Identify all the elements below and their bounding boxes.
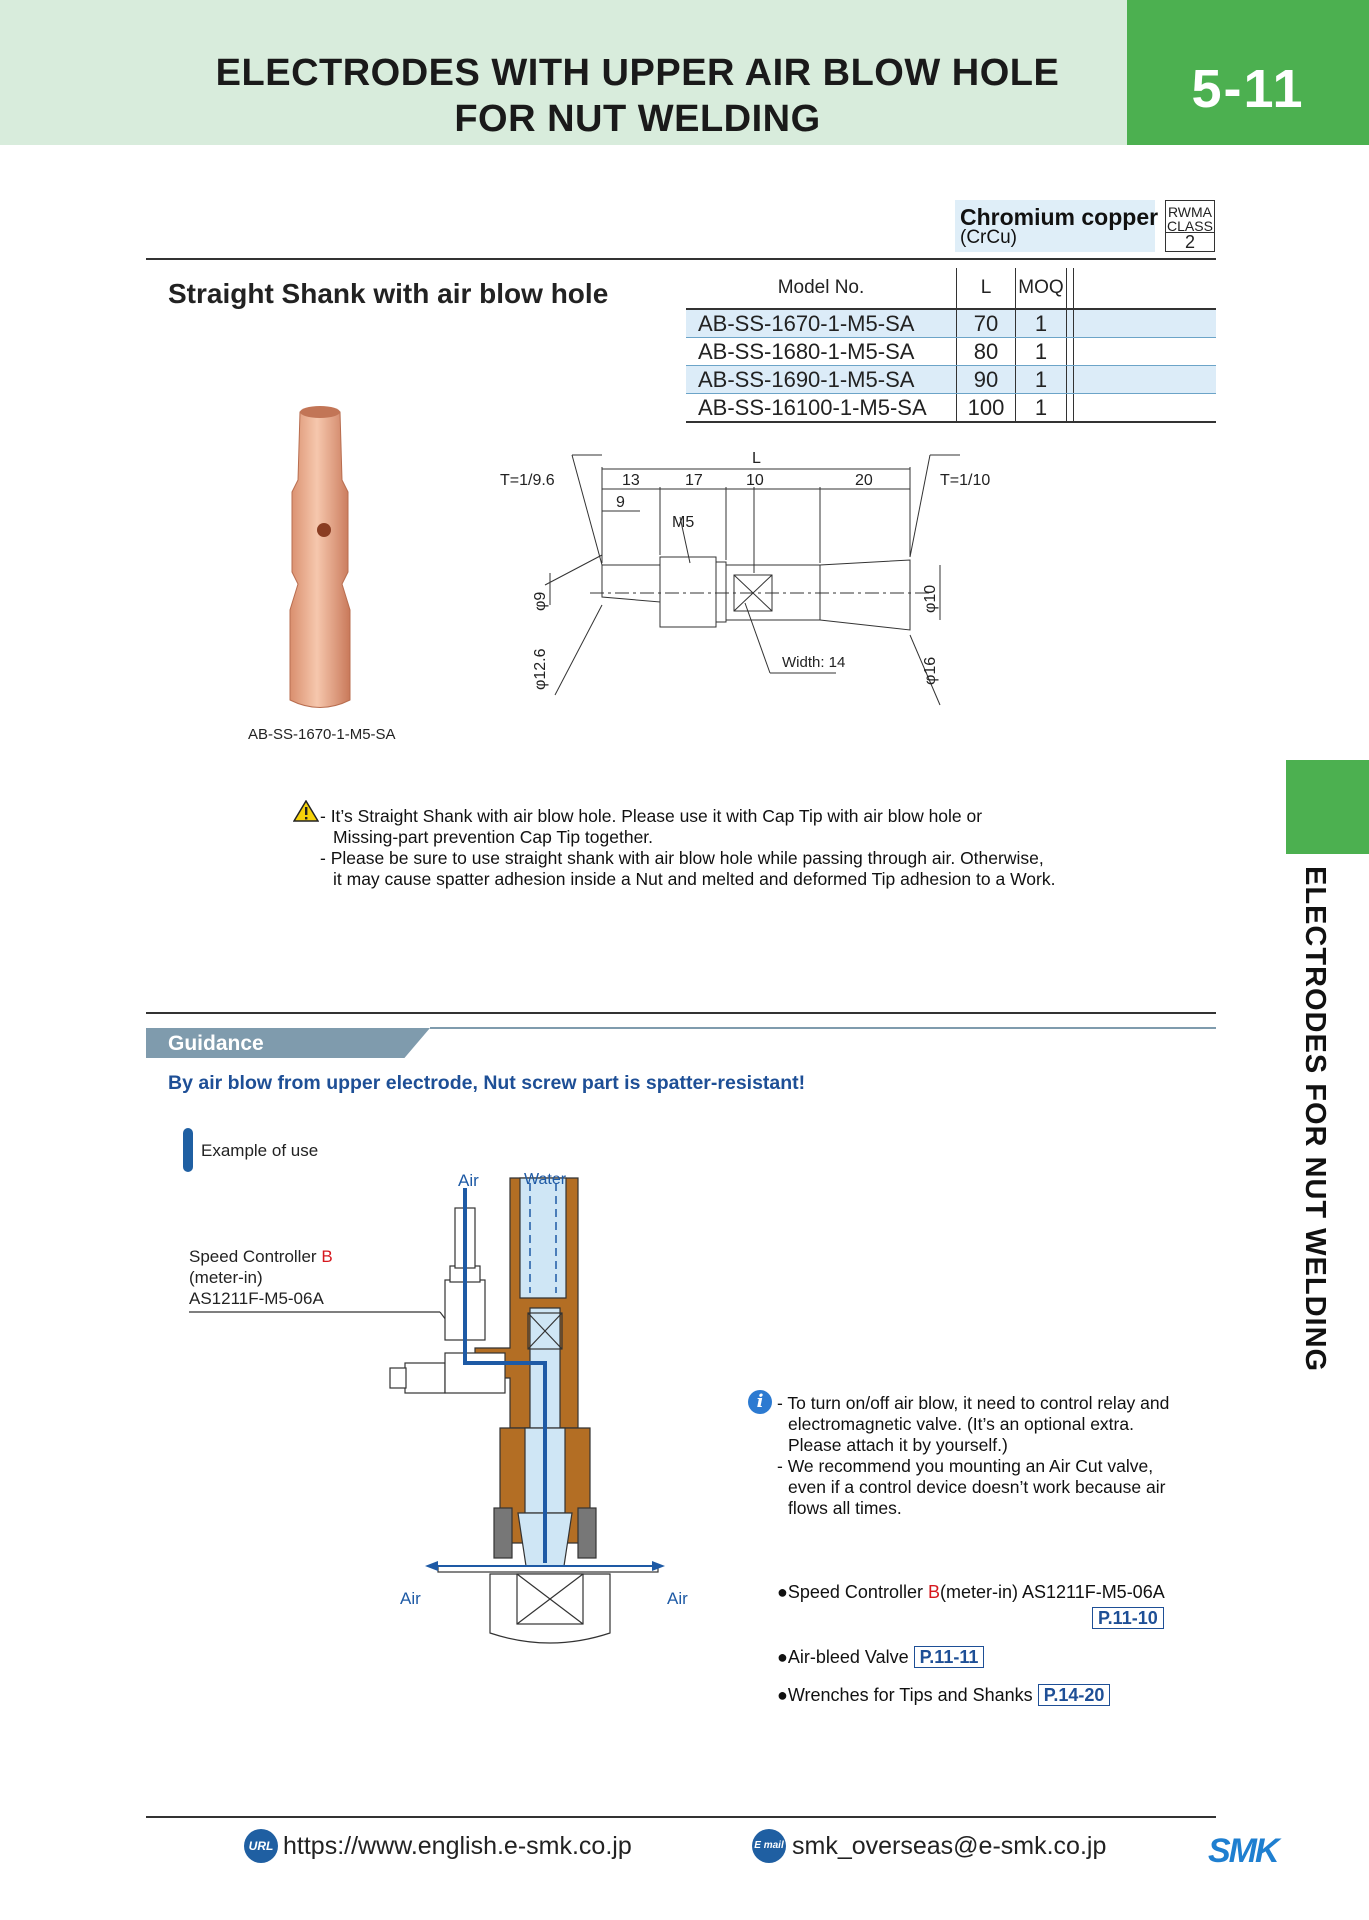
page-title: [150, 50, 1125, 142]
dim-taper-left: T=1/9.6: [500, 472, 555, 489]
dim-width: Width: 14: [782, 654, 846, 671]
ref-2-text: ●Air-bleed Valve: [777, 1647, 909, 1667]
table-row: [686, 338, 1216, 366]
guidance-headline: By air blow from upper electrode, Nut screw part is spatter-resistant!: [168, 1072, 806, 1094]
info-line-4: - We recommend you mounting an Air Cut valve,: [777, 1456, 1154, 1476]
model-cell: AB-SS-1680-1-M5-SA: [686, 338, 957, 366]
dim-phi10: φ10: [922, 584, 939, 613]
usage-illustration: [180, 1168, 720, 1728]
empty-cell: [1074, 366, 1217, 394]
model-table: [686, 268, 1216, 423]
air-top-label: Air: [458, 1171, 479, 1190]
info-icon: i: [748, 1390, 772, 1414]
empty-cell: [1067, 366, 1074, 394]
example-label: Example of use: [201, 1141, 319, 1160]
model-cell: AB-SS-1690-1-M5-SA: [686, 366, 957, 394]
example-marker: [183, 1128, 193, 1172]
title-line-1: ELECTRODES WITH UPPER AIR BLOW HOLE: [215, 52, 1060, 94]
ref-air-bleed-valve: [777, 1646, 984, 1668]
air-right-label: Air: [667, 1589, 688, 1608]
moq-cell: 1: [1016, 309, 1067, 338]
table-row: [686, 309, 1216, 338]
speed-ctl-text: Speed Controller: [189, 1247, 322, 1266]
dim-thread: M5: [672, 514, 695, 531]
header-empty-2: [1074, 268, 1217, 309]
model-cell: AB-SS-16100-1-M5-SA: [686, 394, 957, 423]
ref-1-b: B: [927, 1582, 940, 1602]
email-icon: E mail: [752, 1829, 786, 1863]
dim-17: 17: [685, 472, 703, 489]
l-cell: 70: [957, 309, 1016, 338]
empty-cell: [1074, 394, 1217, 423]
note-line-3: - Please be sure to use straight shank with air blow hole while passing through air. Otherwise,: [320, 848, 1044, 868]
ref-1-text: ●Speed Controller: [777, 1582, 928, 1602]
model-cell: AB-SS-1670-1-M5-SA: [686, 309, 957, 338]
table-row: [686, 394, 1216, 423]
dim-l: L: [752, 450, 761, 467]
speed-ctl-model: AS1211F-M5-06A: [189, 1289, 324, 1308]
moq-cell: 1: [1016, 366, 1067, 394]
title-line-2: FOR NUT WELDING: [454, 98, 821, 140]
table-header-row: [686, 268, 1216, 309]
ref-2-page[interactable]: P.11-11: [914, 1646, 985, 1668]
ref-1-tail: (meter-in) AS1211F-M5-06A: [939, 1582, 1165, 1602]
guidance-divider: [146, 1012, 1216, 1014]
ref-3-text: ●Wrenches for Tips and Shanks: [777, 1685, 1033, 1705]
warning-icon: [293, 800, 319, 822]
footer-email[interactable]: smk_overseas@e-smk.co.jp: [792, 1832, 1107, 1860]
note-line-1: - It’s Straight Shank with air blow hole. Please use it with Cap Tip with air blow hole or: [320, 806, 983, 826]
page-number: 5-11: [1191, 59, 1305, 119]
footer-url[interactable]: https://www.english.e-smk.co.jp: [283, 1832, 632, 1860]
smk-logo: SMK: [1208, 1832, 1278, 1870]
product-photo: [270, 400, 370, 720]
dim-phi9: φ9: [532, 591, 549, 611]
header-model: Model No.: [686, 268, 957, 309]
moq-cell: 1: [1016, 338, 1067, 366]
empty-cell: [1074, 309, 1217, 338]
material-abbr: (CrCu): [960, 227, 1017, 248]
info-line-5: even if a control device doesn’t work because air: [788, 1477, 1166, 1497]
dimension-drawing: [490, 445, 1010, 715]
moq-cell: 1: [1016, 394, 1067, 423]
header-empty-1: [1067, 268, 1074, 309]
ref-1-page-link[interactable]: [1092, 1607, 1164, 1629]
rwma-class-value: 2: [1165, 232, 1215, 252]
dim-20: 20: [855, 472, 873, 489]
note-line-4: it may cause spatter adhesion inside a Nut and melted and deformed Tip adhesion to a Work.: [333, 869, 1056, 889]
speed-ctl-meter: (meter-in): [189, 1268, 263, 1287]
info-line-2: electromagnetic valve. (It’s an optional extra.: [788, 1414, 1134, 1434]
ref-1-page[interactable]: P.11-10: [1092, 1607, 1164, 1629]
header-moq: MOQ: [1016, 268, 1067, 309]
info-line-1: - To turn on/off air blow, it need to control relay and: [777, 1393, 1170, 1413]
dim-taper-right: T=1/10: [940, 472, 991, 489]
ref-speed-controller: [777, 1582, 1165, 1603]
url-icon: URL: [244, 1829, 278, 1863]
side-tab-label: ELECTRODES FOR NUT WELDING: [1299, 866, 1331, 1373]
dim-13: 13: [622, 472, 640, 489]
side-tab: [1286, 760, 1369, 854]
info-line-6: flows all times.: [788, 1498, 902, 1518]
note-line-2: Missing-part prevention Cap Tip together.: [333, 827, 654, 847]
material-name: Chromium copper: [960, 204, 1159, 230]
info-line-3: Please attach it by yourself.): [788, 1435, 1008, 1455]
dim-phi12-6: φ12.6: [532, 648, 549, 690]
dim-phi16: φ16: [922, 656, 939, 685]
empty-cell: [1067, 394, 1074, 423]
photo-caption: AB-SS-1670-1-M5-SA: [248, 726, 396, 743]
l-cell: 90: [957, 366, 1016, 394]
section-title: Straight Shank with air blow hole: [168, 278, 609, 309]
ref-3-page[interactable]: P.14-20: [1038, 1684, 1111, 1706]
air-left-label: Air: [400, 1589, 421, 1608]
rwma-label: RWMA: [1167, 204, 1213, 220]
dim-9: 9: [616, 494, 625, 511]
empty-cell: [1067, 309, 1074, 338]
l-cell: 100: [957, 394, 1016, 423]
guidance-line: [430, 1027, 1216, 1029]
dim-10: 10: [746, 472, 764, 489]
section-divider: [146, 258, 1216, 260]
water-label: Water: [524, 1171, 567, 1188]
guidance-tab-label: Guidance: [168, 1032, 264, 1055]
header-l: L: [957, 268, 1016, 309]
footer-rule: [146, 1816, 1216, 1818]
air-hole: [317, 523, 331, 537]
speed-ctl-b: B: [321, 1247, 333, 1266]
empty-cell: [1067, 338, 1074, 366]
empty-cell: [1074, 338, 1217, 366]
ref-wrenches: [777, 1684, 1110, 1706]
table-row: [686, 366, 1216, 394]
rwma-class-label: CLASS: [1167, 218, 1213, 234]
l-cell: 80: [957, 338, 1016, 366]
